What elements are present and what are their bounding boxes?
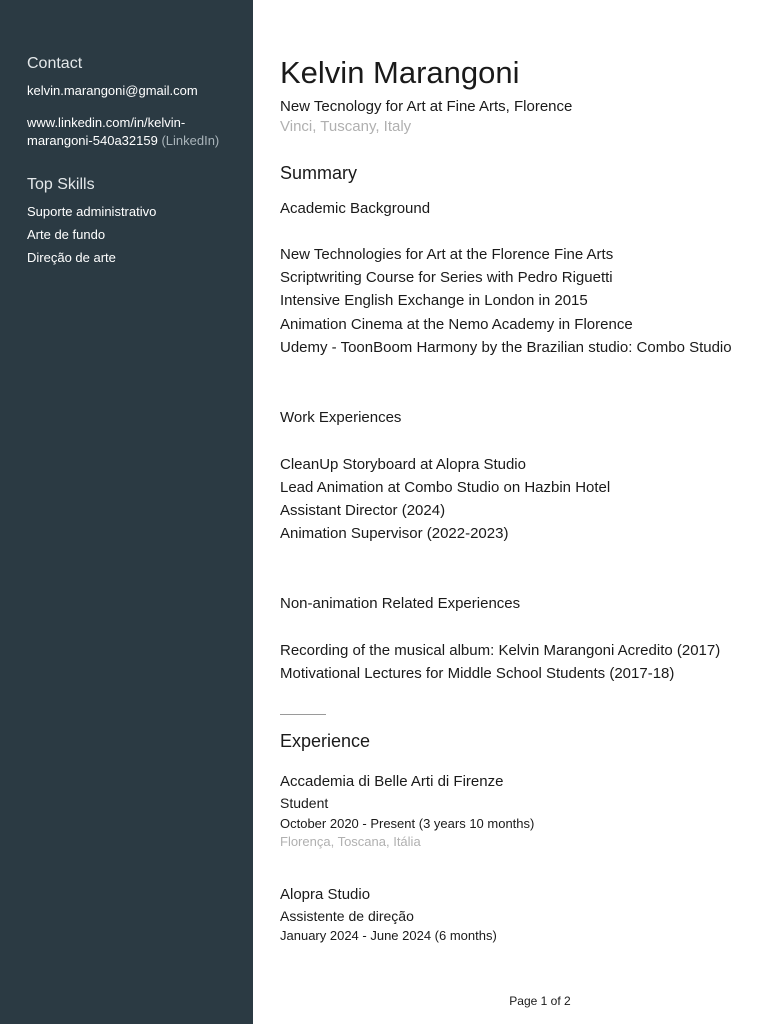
- nonanim-item: Recording of the musical album: Kelvin Marangoni Acredito (2017): [280, 642, 721, 659]
- job-role: Student: [280, 795, 329, 811]
- sidebar: [0, 0, 253, 1024]
- job-location: Florença, Toscana, Itália: [280, 834, 421, 849]
- job-company: Alopra Studio: [280, 886, 371, 903]
- academic-item: New Technologies for Art at the Florence Fine Arts: [280, 246, 614, 263]
- academic-item: Udemy - ToonBoom Harmony by the Brazilian studio: Combo Studio: [280, 339, 732, 356]
- page-number: Page 1 of 2: [509, 994, 571, 1008]
- main-content: [280, 0, 750, 1024]
- academic-item: Scriptwriting Course for Series with Pedro Riguetti: [280, 269, 613, 286]
- work-item: Animation Supervisor (2022-2023): [280, 525, 509, 542]
- work-item: Lead Animation at Combo Studio on Hazbin Hotel: [280, 479, 611, 496]
- nonanim-item: Motivational Lectures for Middle School Students (2017-18): [280, 665, 675, 682]
- top-skills-heading: Top Skills: [27, 176, 95, 193]
- linkedin-label: (LinkedIn): [161, 133, 220, 148]
- nonanim-heading: Non-animation Related Experiences: [280, 595, 521, 612]
- profile-location: Vinci, Tuscany, Italy: [280, 118, 412, 135]
- email-link[interactable]: kelvin.marangoni@gmail.com: [27, 83, 198, 98]
- work-item: Assistant Director (2024): [280, 502, 446, 519]
- work-item: CleanUp Storyboard at Alopra Studio: [280, 456, 526, 473]
- job-company: Accademia di Belle Arti di Firenze: [280, 773, 504, 790]
- skill-item: Direção de arte: [27, 250, 116, 265]
- academic-item: Intensive English Exchange in London in 2015: [280, 292, 588, 309]
- linkedin-link[interactable]: [27, 114, 242, 150]
- section-divider: [280, 714, 326, 715]
- job-role: Assistente de direção: [280, 908, 414, 924]
- summary-title: Summary: [280, 163, 358, 183]
- job-dates: October 2020 - Present (3 years 10 months): [280, 816, 535, 831]
- job-dates: January 2024 - June 2024 (6 months): [280, 928, 497, 943]
- skill-item: Suporte administrativo: [27, 204, 157, 219]
- academic-heading: Academic Background: [280, 200, 431, 217]
- skill-item: Arte de fundo: [27, 227, 106, 242]
- profile-headline: New Tecnology for Art at Fine Arts, Florence: [280, 98, 573, 115]
- contact-heading: Contact: [27, 55, 83, 72]
- experience-title: Experience: [280, 731, 371, 751]
- work-heading: Work Experiences: [280, 409, 402, 426]
- profile-name: Kelvin Marangoni: [280, 55, 520, 90]
- linkedin-url: www.linkedin.com/in/kelvin-marangoni-540a32159: [27, 115, 186, 148]
- academic-item: Animation Cinema at the Nemo Academy in Florence: [280, 316, 633, 333]
